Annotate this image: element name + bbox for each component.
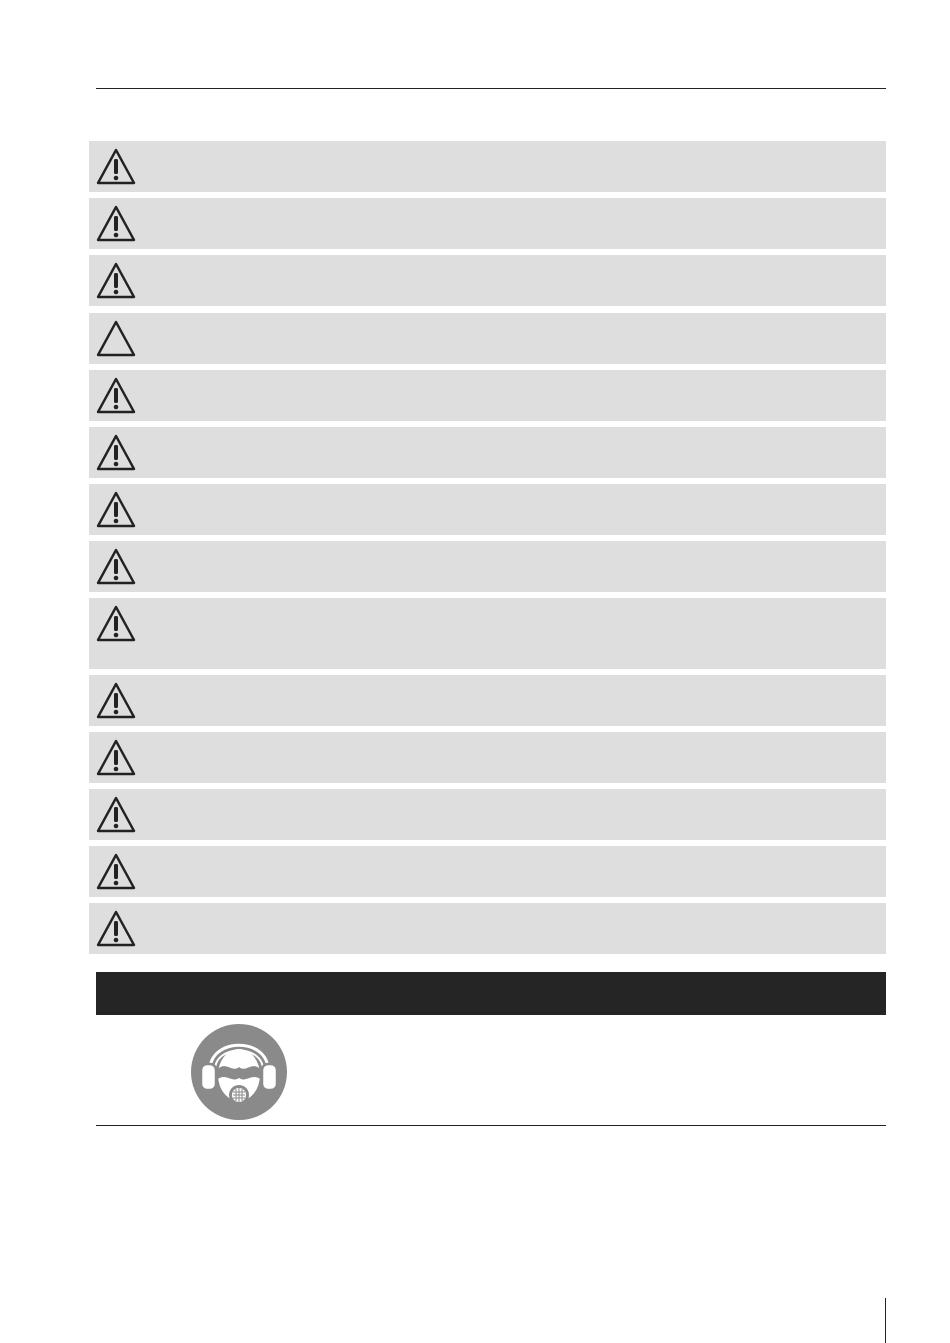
warning-exclamation-icon — [95, 852, 137, 892]
warning-exclamation-icon — [95, 909, 137, 949]
warning-exclamation-icon — [95, 376, 137, 416]
warning-row — [89, 370, 886, 421]
warning-exclamation-icon — [95, 147, 137, 187]
warning-row — [89, 255, 886, 306]
bottom-rule — [96, 1125, 886, 1126]
warning-row — [89, 903, 886, 954]
warning-exclamation-icon — [95, 261, 137, 301]
warning-blank-icon — [95, 319, 137, 359]
hearing-and-respiratory-protection-icon — [190, 1023, 288, 1121]
warning-row — [89, 675, 886, 726]
warning-exclamation-icon — [95, 604, 137, 644]
warning-row — [89, 313, 886, 364]
warning-exclamation-icon — [95, 795, 137, 835]
top-rule — [96, 88, 886, 89]
warning-row — [89, 541, 886, 592]
warning-exclamation-icon — [95, 738, 137, 778]
page-edge-line — [885, 1298, 886, 1343]
warning-row — [89, 846, 886, 897]
warning-row — [89, 141, 886, 192]
warning-row — [89, 484, 886, 535]
section-header — [96, 972, 886, 1015]
warning-row — [89, 198, 886, 249]
warning-row — [89, 598, 886, 669]
warning-exclamation-icon — [95, 433, 137, 473]
warning-exclamation-icon — [95, 547, 137, 587]
warning-exclamation-icon — [95, 681, 137, 721]
warning-exclamation-icon — [95, 204, 137, 244]
warning-row — [89, 732, 886, 783]
warning-row — [89, 789, 886, 840]
warning-row — [89, 427, 886, 478]
warning-exclamation-icon — [95, 490, 137, 530]
